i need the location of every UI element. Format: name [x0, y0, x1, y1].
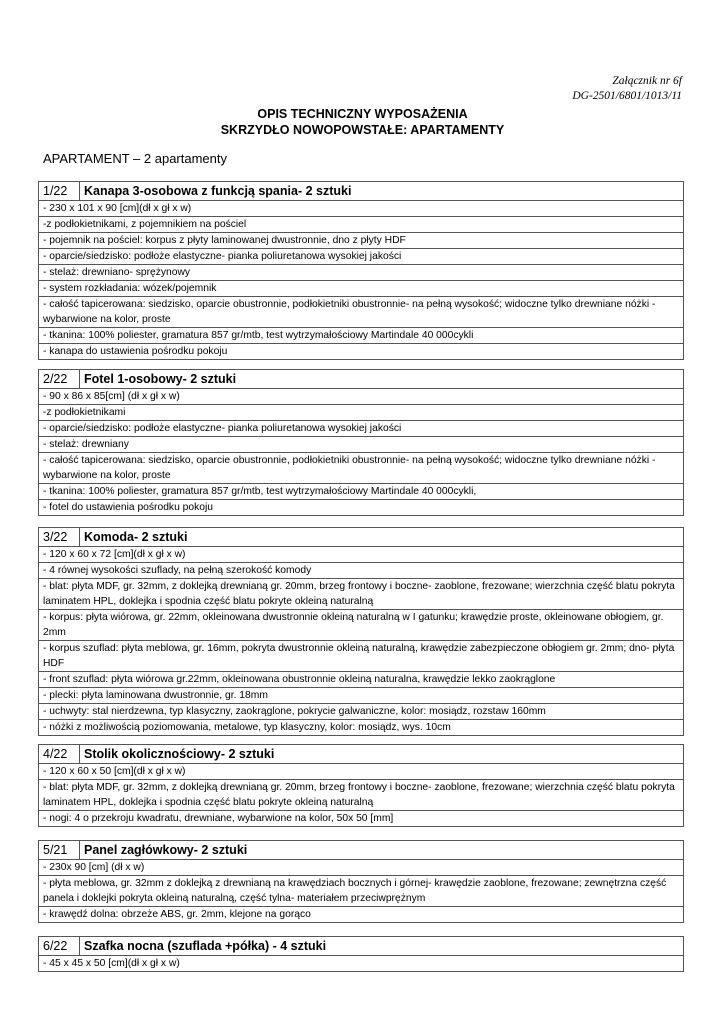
- spec-text: -z podłokietnikami: [39, 405, 684, 421]
- spec-text: - nogi: 4 o przekroju kwadratu, drewniane, wybarwione na kolor, 50x 50 [mm]: [39, 811, 684, 827]
- spec-text: - blat: płyta MDF, gr. 32mm, z doklejką drewnianą gr. 20mm, brzeg frontowy i boczne- zaoblone, frezowane; wierzchnia część blatu pokryta laminatem HPL, doklejka i spodnia część blatu pokryte okleiną naturalną: [39, 579, 684, 610]
- item-number: 6/22: [39, 937, 80, 956]
- item-name: Komoda- 2 sztuki: [80, 528, 684, 547]
- item-header-row: [39, 937, 684, 956]
- spec-text: - całość tapicerowana: siedzisko, oparcie obustronnie, podłokietniki obustronnie- na pełną wysokość; widoczne tylko drewniane nóżki - wybarwione na kolor, proste: [39, 453, 684, 484]
- item-name: Szafka nocna (szuflada +półka) - 4 sztuki: [80, 937, 684, 956]
- item-header-row: [39, 528, 684, 547]
- spec-row: [39, 421, 684, 437]
- item-number: 5/21: [39, 841, 80, 860]
- spec-row: [39, 876, 684, 907]
- title-line-1: OPIS TECHNICZNY WYPOSAŻENIA: [257, 107, 468, 121]
- spec-row: [39, 328, 684, 344]
- spec-row: [39, 956, 684, 972]
- spec-text: - krawędź dolna: obrzeże ABS, gr. 2mm, klejone na gorąco: [39, 907, 684, 923]
- spec-text: - blat: płyta MDF, gr. 32mm, z doklejką drewnianą gr. 20mm, brzeg frontowy i boczne- zaoblone, frezowane; wierzchnia część blatu pokryta laminatem HPL, doklejka i spodnia część blatu pokryte okleiną naturalną: [39, 780, 684, 811]
- item-header-row: [39, 182, 684, 201]
- spec-row: [39, 672, 684, 688]
- item-name: Panel zagłówkowy- 2 sztuki: [80, 841, 684, 860]
- spec-row: [39, 704, 684, 720]
- spec-row: [39, 297, 684, 328]
- spec-text: - płyta meblowa, gr. 32mm z doklejką z drewnianą na krawędziach bocznych i górnej- krawędzie zaoblone, frezowane; zewnętrzna część panela i doklejki pokryta okleiną naturalną, część tylna- materiałem przeciwprężnym: [39, 876, 684, 907]
- spec-text: - stelaż: drewniany: [39, 437, 684, 453]
- spec-text: - 4 równej wysokości szuflady, na pełną szerokość komody: [39, 563, 684, 579]
- item-table: [38, 369, 684, 516]
- item-table: [38, 181, 684, 360]
- spec-row: [39, 720, 684, 736]
- item-table: [38, 744, 684, 827]
- spec-text: - pojemnik na pościel: korpus z płyty laminowanej dwustronnie, dno z płyty HDF: [39, 233, 684, 249]
- spec-row: [39, 688, 684, 704]
- spec-row: [39, 201, 684, 217]
- spec-text: - tkanina: 100% poliester, gramatura 857 gr/mtb, test wytrzymałościowy Martindale 40 000cykli,: [39, 484, 684, 500]
- spec-text: - 90 x 86 x 85[cm] (dł x gł x w): [39, 389, 684, 405]
- spec-row: [39, 265, 684, 281]
- spec-row: [39, 579, 684, 610]
- item-table: [38, 527, 684, 736]
- spec-text: - 120 x 60 x 72 [cm](dł x gł x w): [39, 547, 684, 563]
- spec-text: - całość tapicerowana: siedzisko, oparcie obustronnie, podłokietniki obustronnie- na pełną wysokość; widoczne tylko drewniane nóżki - wybarwione na kolor, proste: [39, 297, 684, 328]
- title-line-2: SKRZYDŁO NOWOPOWSTAŁE: APARTAMENTY: [220, 123, 505, 137]
- spec-row: [39, 641, 684, 672]
- item-number: 3/22: [39, 528, 80, 547]
- item-header-row: [39, 745, 684, 764]
- spec-row: [39, 907, 684, 923]
- spec-text: - fotel do ustawienia pośrodku pokoju: [39, 500, 684, 516]
- spec-text: - plecki: płyta laminowana dwustronnie, gr. 18mm: [39, 688, 684, 704]
- spec-text: - korpus szuflad: płyta meblowa, gr. 16mm, pokryta dwustronnie okleiną naturalną, krawędzie zabezpieczone obłogiem gr. 2mm; dno- płyta HDF: [39, 641, 684, 672]
- annex-reference: [572, 74, 682, 104]
- spec-row: [39, 563, 684, 579]
- spec-text: - nóżki z możliwością poziomowania, metalowe, typ klasyczny, kolor: mosiądz, wys. 10cm: [39, 720, 684, 736]
- item-header-row: [39, 841, 684, 860]
- spec-text: - oparcie/siedzisko: podłoże elastyczne- pianka poliuretanowa wysokiej jakości: [39, 421, 684, 437]
- document-title: [0, 106, 725, 138]
- spec-row: [39, 610, 684, 641]
- spec-row: [39, 780, 684, 811]
- spec-row: [39, 500, 684, 516]
- spec-row: [39, 860, 684, 876]
- spec-row: [39, 764, 684, 780]
- item-name: Kanapa 3-osobowa z funkcją spania- 2 sztuki: [80, 182, 684, 201]
- spec-text: - oparcie/siedzisko: podłoże elastyczne- pianka poliuretanowa wysokiej jakości: [39, 249, 684, 265]
- spec-row: [39, 811, 684, 827]
- spec-text: - 120 x 60 x 50 [cm](dł x gł x w): [39, 764, 684, 780]
- spec-text: - 45 x 45 x 50 [cm](dł x gł x w): [39, 956, 684, 972]
- spec-text: - stelaż: drewniano- sprężynowy: [39, 265, 684, 281]
- spec-row: [39, 437, 684, 453]
- spec-text: - 230 x 101 x 90 [cm](dł x gł x w): [39, 201, 684, 217]
- spec-row: [39, 344, 684, 360]
- spec-text: - tkanina: 100% poliester, gramatura 857 gr/mtb, test wytrzymałościowy Martindale 40 000cykli: [39, 328, 684, 344]
- spec-row: [39, 405, 684, 421]
- document-reference: DG-2501/6801/1013/11: [572, 90, 682, 102]
- spec-text: - front szuflad: płyta wiórowa gr.22mm, okleinowana obustronnie okleiną naturalna, krawędzie lekko zaokrąglone: [39, 672, 684, 688]
- spec-row: [39, 233, 684, 249]
- spec-row: [39, 281, 684, 297]
- section-heading: APARTAMENT – 2 apartamenty: [43, 151, 227, 166]
- spec-text: -z podłokietnikami, z pojemnikiem na pościel: [39, 217, 684, 233]
- item-number: 1/22: [39, 182, 80, 201]
- item-table: [38, 840, 684, 923]
- item-name: Fotel 1-osobowy- 2 sztuki: [80, 370, 684, 389]
- annex-number: Załącznik nr 6f: [612, 75, 682, 87]
- item-table: [38, 936, 684, 972]
- item-number: 4/22: [39, 745, 80, 764]
- spec-row: [39, 249, 684, 265]
- spec-text: - system rozkładania: wózek/pojemnik: [39, 281, 684, 297]
- spec-text: - 230x 90 [cm] (dł x w): [39, 860, 684, 876]
- spec-row: [39, 389, 684, 405]
- item-header-row: [39, 370, 684, 389]
- spec-text: - korpus: płyta wiórowa, gr. 22mm, okleinowana dwustronnie okleiną naturalną w I gatunku; krawędzie proste, okleinowane obłogiem, gr. 2mm: [39, 610, 684, 641]
- spec-text: - uchwyty: stal nierdzewna, typ klasyczny, zaokrąglone, pokrycie galwaniczne, kolor: mosiądz, rozstaw 160mm: [39, 704, 684, 720]
- spec-row: [39, 217, 684, 233]
- spec-row: [39, 547, 684, 563]
- item-number: 2/22: [39, 370, 80, 389]
- spec-row: [39, 484, 684, 500]
- item-name: Stolik okolicznościowy- 2 sztuki: [80, 745, 684, 764]
- spec-row: [39, 453, 684, 484]
- spec-text: - kanapa do ustawienia pośrodku pokoju: [39, 344, 684, 360]
